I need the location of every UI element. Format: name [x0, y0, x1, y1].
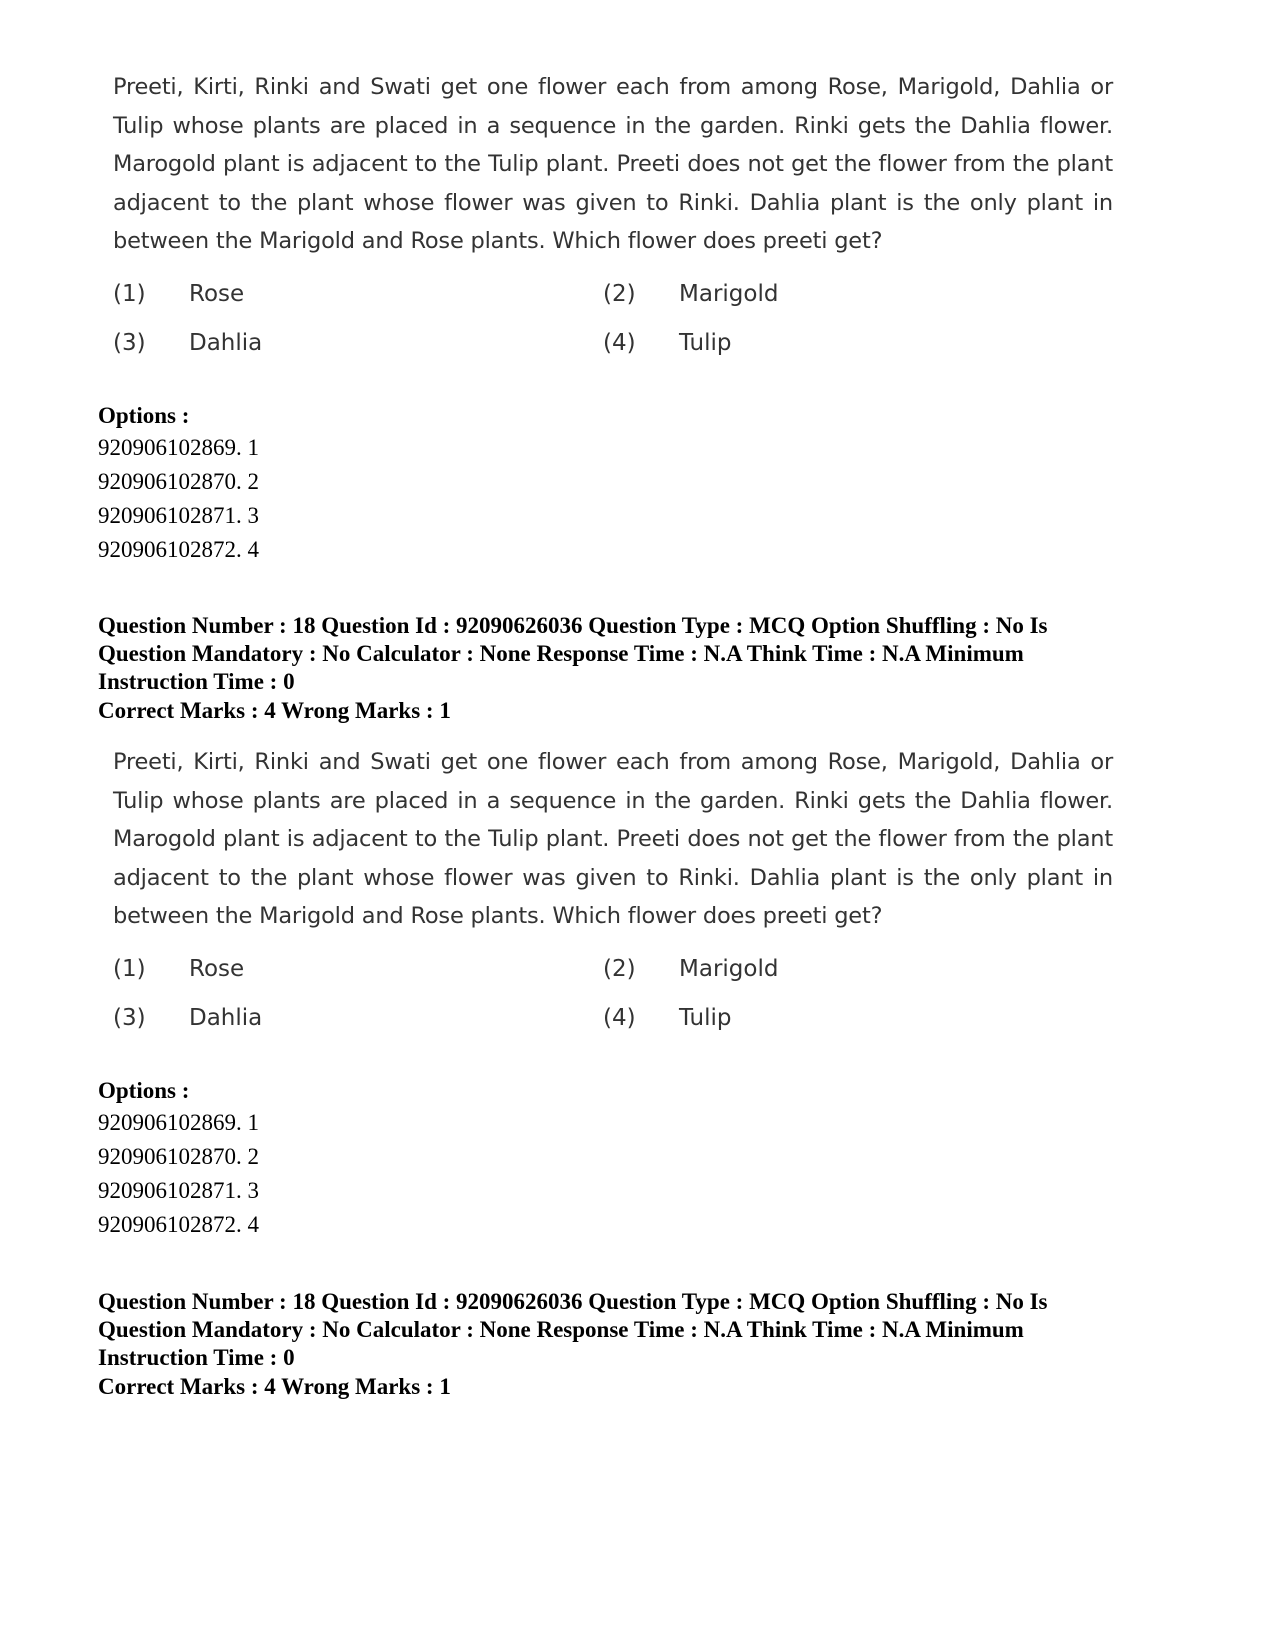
choice-number: (1) [113, 955, 146, 982]
options-section-1 [98, 401, 259, 567]
option-item: 920906102872. 4 [98, 537, 259, 562]
meta-line: Question Number : 18 Question Id : 92090626036 Question Type : MCQ Option Shuffling : No Is [98, 1289, 1048, 1314]
option-item: 920906102871. 3 [98, 1178, 259, 1203]
question-meta-1 [98, 612, 1178, 696]
options-list [98, 1106, 259, 1242]
options-section-2 [98, 1076, 259, 1242]
choice-label: Rose [189, 955, 245, 982]
choice-label: Dahlia [189, 1004, 263, 1031]
choice-number: (4) [603, 1004, 636, 1031]
option-item: 920906102870. 2 [98, 1144, 259, 1169]
question-text: Preeti, Kirti, Rinki and Swati get one flower each from among Rose, Marigold, Dahlia or Tulip whose plants are placed in a sequence in the garden. Rinki gets the Dahlia flower. Marogold plant is adjacent to the Tulip plant. Preeti does not get the flower from the plant adjacent to the plant whose flower was given to Rinki. Dahlia plant is the only plant in between the Marigold and Rose plants. Which flower does preeti get? [113, 74, 1113, 254]
options-list [98, 431, 259, 567]
option-item: 920906102869. 1 [98, 435, 259, 460]
question-text: Preeti, Kirti, Rinki and Swati get one flower each from among Rose, Marigold, Dahlia or Tulip whose plants are placed in a sequence in the garden. Rinki gets the Dahlia flower. Marogold plant is adjacent to the Tulip plant. Preeti does not get the flower from the plant adjacent to the plant whose flower was given to Rinki. Dahlia plant is the only plant in between the Marigold and Rose plants. Which flower does preeti get? [113, 749, 1113, 929]
choice-label: Tulip [679, 1004, 732, 1031]
choice-number: (3) [113, 1004, 146, 1031]
choice-label: Tulip [679, 329, 732, 356]
option-item: 920906102871. 3 [98, 503, 259, 528]
question-image-2 [113, 743, 1113, 1054]
choice-label: Rose [189, 280, 245, 307]
choice-label: Marigold [679, 955, 779, 982]
meta-line: Question Number : 18 Question Id : 92090626036 Question Type : MCQ Option Shuffling : No Is [98, 613, 1048, 638]
meta-line: Instruction Time : 0 [98, 1345, 295, 1370]
meta-line: Instruction Time : 0 [98, 669, 295, 694]
choice-number: (3) [113, 329, 146, 356]
choice-number: (4) [603, 329, 636, 356]
option-item: 920906102872. 4 [98, 1212, 259, 1237]
choice-number: (2) [603, 280, 636, 307]
choice-number: (2) [603, 955, 636, 982]
option-item: 920906102870. 2 [98, 469, 259, 494]
question-image-1 [113, 68, 1113, 379]
choice-label: Marigold [679, 280, 779, 307]
meta-line: Question Mandatory : No Calculator : None Response Time : N.A Think Time : N.A Minimum [98, 641, 1024, 666]
marks-line-1: Correct Marks : 4 Wrong Marks : 1 [98, 698, 451, 723]
answer-choices [113, 279, 1113, 379]
options-heading: Options : [98, 1078, 190, 1103]
choice-number: (1) [113, 280, 146, 307]
options-heading: Options : [98, 403, 190, 428]
question-meta-2 [98, 1288, 1178, 1372]
choice-label: Dahlia [189, 329, 263, 356]
option-item: 920906102869. 1 [98, 1110, 259, 1135]
answer-choices [113, 954, 1113, 1054]
marks-line-2: Correct Marks : 4 Wrong Marks : 1 [98, 1374, 451, 1399]
meta-line: Question Mandatory : No Calculator : None Response Time : N.A Think Time : N.A Minimum [98, 1317, 1024, 1342]
